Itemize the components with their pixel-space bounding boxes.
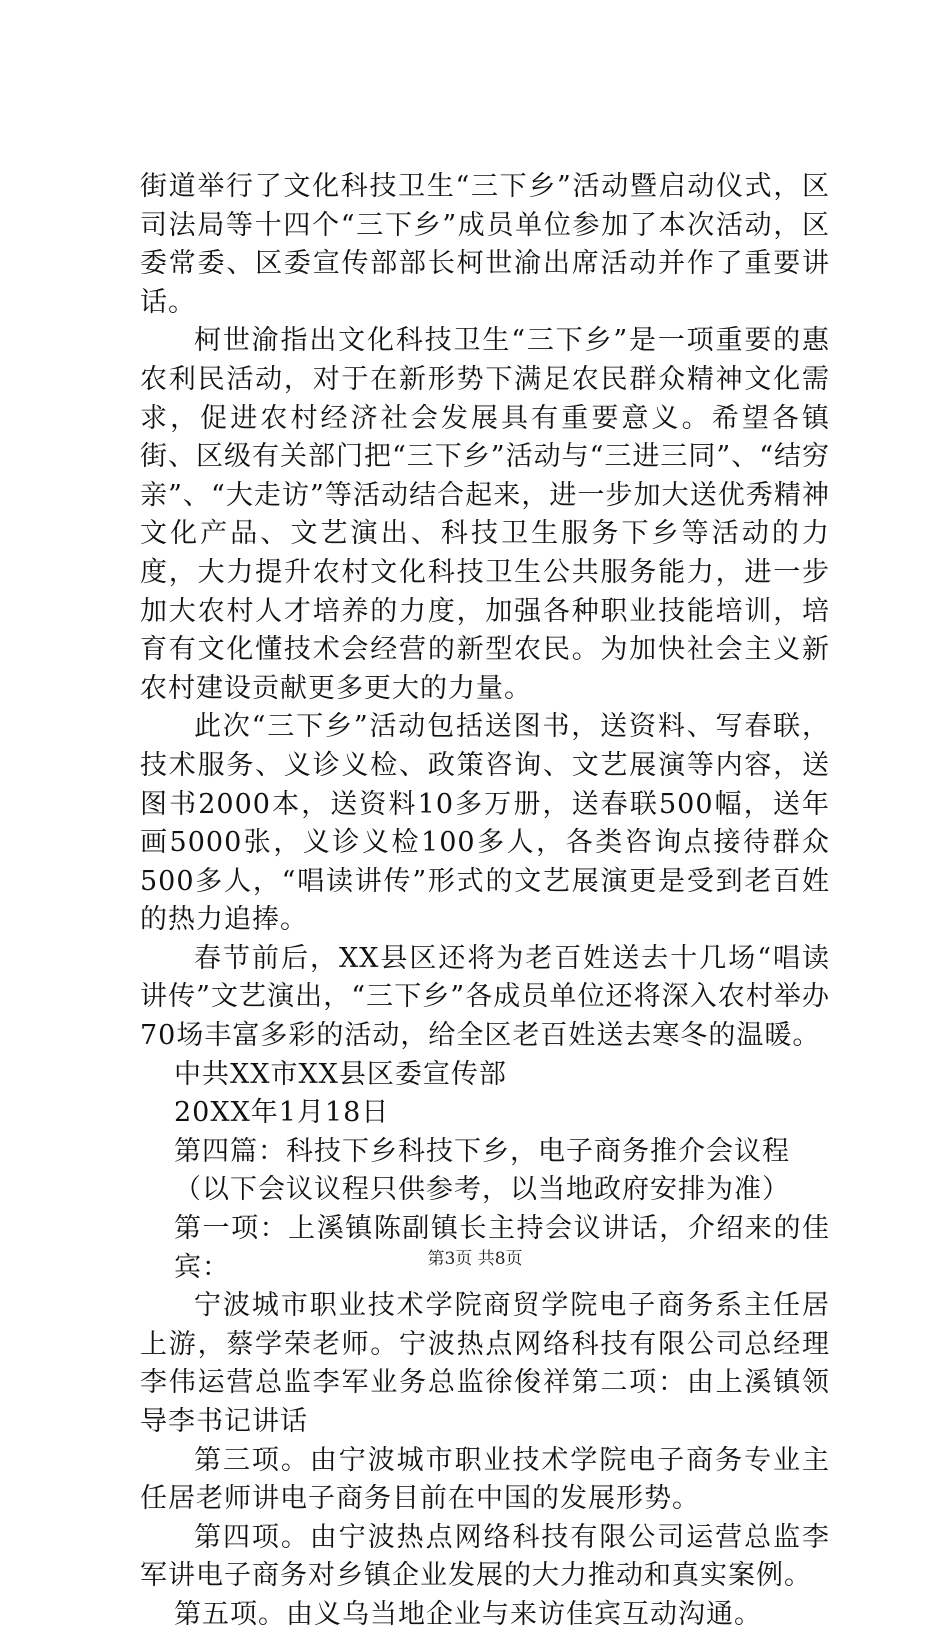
paragraph-3: 此次“三下乡”活动包括送图书，送资料、写春联，技术服务、义诊义检、政策咨询、文艺展演等内容，送图书2000本，送资料10多万册，送春联500幅，送年画5000张，义诊义检100多人，各类咨询点接待群众500多人，“唱读讲传”形式的文艺展演更是受到老百姓的热力追捧。: [140, 711, 830, 936]
document-body: [140, 168, 830, 1635]
agenda-item-1: 第一项：上溪镇陈副镇长主持会议讲话，介绍来的佳宾：: [174, 1213, 830, 1283]
page-number: 第3页 共8页: [427, 1249, 523, 1269]
agenda-guests: 宁波城市职业技术学院商贸学院电子商务系主任居上游，蔡学荣老师。宁波热点网络科技有限公司总经理李伟运营总监李军业务总监徐俊祥第二项：由上溪镇领导李书记讲话: [140, 1290, 830, 1437]
section-title: 第四篇：科技下乡科技下乡，电子商务推介会议程: [174, 1135, 790, 1167]
paragraph-4: 春节前后，XX县区还将为老百姓送去十几场“唱读讲传”文艺演出，“三下乡”各成员单位还将深入农村举办70场丰富多彩的活动，给全区老百姓送去寒冬的温暖。: [140, 942, 830, 1052]
signature-date: 20XX年1月18日: [174, 1097, 390, 1129]
paragraph-1: 街道举行了文化科技卫生“三下乡”活动暨启动仪式，区司法局等十四个“三下乡”成员单位参加了本次活动，区委常委、区委宣传部部长柯世渝出席活动并作了重要讲话。: [140, 171, 830, 318]
agenda-note: （以下会议议程只供参考，以当地政府安排为准）: [174, 1174, 790, 1206]
signature-org: 中共XX市XX县区委宣传部: [174, 1058, 507, 1090]
agenda-item-5: 第五项。由义乌当地企业与来访佳宾互动沟通。: [174, 1598, 762, 1630]
agenda-item-4: 第四项。由宁波热点网络科技有限公司运营总监李军讲电子商务对乡镇企业发展的大力推动和真实案例。: [140, 1521, 830, 1592]
agenda-item-3: 第三项。由宁波城市职业技术学院电子商务专业主任居老师讲电子商务目前在中国的发展形势。: [140, 1444, 830, 1515]
paragraph-2: 柯世渝指出文化科技卫生“三下乡”是一项重要的惠农利民活动，对于在新形势下满足农民群众精神文化需求，促进农村经济社会发展具有重要意义。希望各镇街、区级有关部门把“三下乡”活动与“三进三同”、“结穷亲”、“大走访”等活动结合起来，进一步加大送优秀精神文化产品、文艺演出、科技卫生服务下乡等活动的力度，大力提升农村文化科技卫生公共服务能力，进一步加大农村人才培养的力度，加强各种职业技能培训，培育有文化懂技术会经营的新型农民。为加快社会主义新农村建设贡献更多更大的力量。: [140, 325, 831, 704]
